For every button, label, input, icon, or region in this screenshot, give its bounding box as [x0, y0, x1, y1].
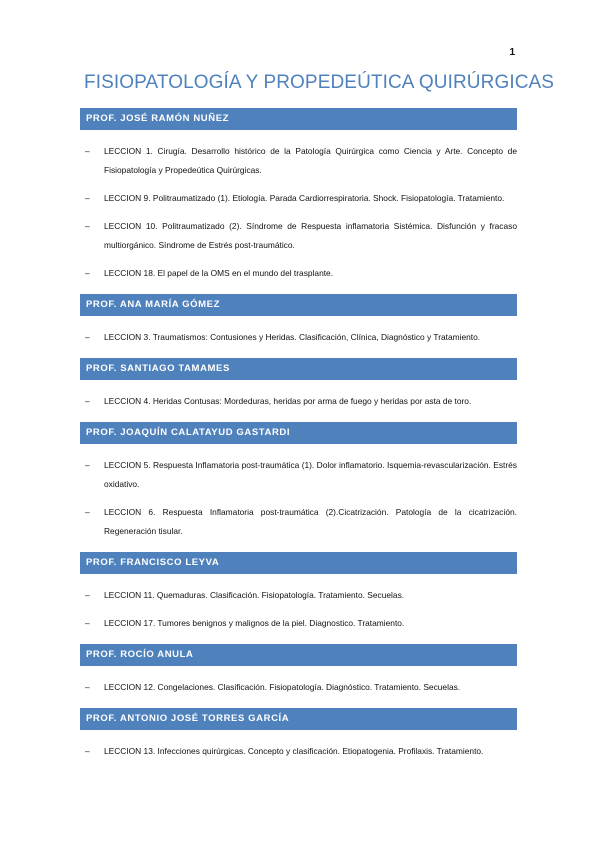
lesson-text: LECCION 9. Politraumatizado (1). Etiología. Parada Cardiorrespiratoria. Shock. Fisiopatología. Tratamiento.: [104, 193, 505, 203]
lesson-text: LECCION 10. Politraumatizado (2). Síndrome de Respuesta inflamatoria Sistémica. Disfunción y fracaso multiorgánico. Síndrome de Estrés post-traumático.: [104, 221, 517, 250]
section-header-prof-francisco-leyva: PROF. FRANCISCO LEYVA: [80, 552, 517, 574]
section-header-prof-antonio-jose-torres-garcia: PROF. ANTONIO JOSÉ TORRES GARCÍA: [80, 708, 517, 730]
bullet-dash: –: [85, 146, 90, 156]
lesson-text: LECCION 4. Heridas Contusas: Mordeduras, heridas por arma de fuego y heridas por asta de toro.: [104, 396, 472, 406]
bullet-dash: –: [85, 507, 90, 517]
bullet-dash: –: [85, 193, 90, 203]
list-item: [80, 614, 517, 633]
list-item: [80, 678, 517, 697]
list-item: [80, 456, 517, 494]
list-item: [80, 142, 517, 180]
lesson-text: LECCION 13. Infecciones quirúrgicas. Concepto y clasificación. Etiopatogenia. Profilaxis. Tratamiento.: [104, 746, 484, 756]
section-header-prof-ana-maria-gomez: PROF. ANA MARÍA GÓMEZ: [80, 294, 517, 316]
section-header-prof-rocio-anula: PROF. ROCÍO ANULA: [80, 644, 517, 666]
bullet-dash: –: [85, 590, 90, 600]
section-header-prof-santiago-tamames: PROF. SANTIAGO TAMAMES: [80, 358, 517, 380]
lesson-text: LECCION 6. Respuesta Inflamatoria post-traumática (2).Cicatrización. Patología de la cicatrización. Regeneración tisular.: [104, 507, 517, 536]
document-title: FISIOPATOLOGÍA Y PROPEDEÚTICA QUIRÚRGICAS: [84, 72, 555, 93]
list-item: [80, 503, 517, 541]
list-item: [80, 328, 517, 347]
list-item: [80, 742, 517, 761]
list-item: [80, 189, 517, 208]
list-item: [80, 264, 517, 283]
bullet-dash: –: [85, 332, 90, 342]
lesson-text: LECCION 3. Traumatismos: Contusiones y Heridas. Clasificación, Clínica, Diagnóstico y Tratamiento.: [104, 332, 481, 342]
bullet-dash: –: [85, 268, 90, 278]
lesson-text: LECCION 18. El papel de la OMS en el mundo del trasplante.: [104, 268, 334, 278]
bullet-dash: –: [85, 618, 90, 628]
document-content: [80, 108, 517, 770]
bullet-dash: –: [85, 746, 90, 756]
list-item: [80, 217, 517, 255]
lesson-text: LECCION 17. Tumores benignos y malignos de la piel. Diagnostico. Tratamiento.: [104, 618, 405, 628]
bullet-dash: –: [85, 221, 90, 231]
lesson-text: LECCION 12. Congelaciones. Clasificación. Fisiopatología. Diagnóstico. Tratamiento. Secuelas.: [104, 682, 461, 692]
list-item: [80, 392, 517, 411]
lesson-text: LECCION 1. Cirugía. Desarrollo histórico de la Patología Quirúrgica como Ciencia y Arte. Concepto de Fisiopatología y Propedeútica Quirúrgicas.: [104, 146, 517, 175]
list-item: [80, 586, 517, 605]
bullet-dash: –: [85, 460, 90, 470]
page-number: 1: [509, 47, 515, 58]
lesson-text: LECCION 11. Quemaduras. Clasificación. Fisiopatología. Tratamiento. Secuelas.: [104, 590, 405, 600]
bullet-dash: –: [85, 396, 90, 406]
section-header-prof-jose-ramon-nunez: PROF. JOSÉ RAMÓN NUÑEZ: [80, 108, 517, 130]
section-header-prof-joaquin-calatayud-gastardi: PROF. JOAQUÍN CALATAYUD GASTARDI: [80, 422, 517, 444]
bullet-dash: –: [85, 682, 90, 692]
lesson-text: LECCION 5. Respuesta Inflamatoria post-traumática (1). Dolor inflamatorio. Isquemia-revascularización. Estrés oxidativo.: [104, 460, 517, 489]
